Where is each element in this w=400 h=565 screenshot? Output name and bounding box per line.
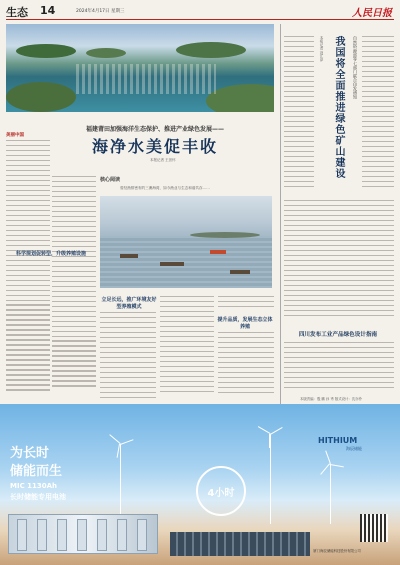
feature-body-col-2: [52, 176, 96, 402]
side-article-body-top-right: [362, 36, 394, 196]
side-article-body-top: [284, 36, 314, 196]
side-article-body-2: [284, 342, 394, 392]
feature-kicker: 福建莆田加强海洋生态保护、推进产业绿色发展——: [85, 126, 224, 133]
masthead-logo: 人民日报: [352, 8, 392, 19]
ad-duration-badge: 4小时: [196, 466, 246, 516]
ad-headline-line-2: 储能而生: [10, 464, 63, 479]
subhead-1: 科学规划促转型，升级养殖设施: [15, 251, 86, 257]
feature-body-col-4: [160, 296, 214, 400]
side-article-subtitle: 四川发布工业产品绿色设计指南: [298, 332, 378, 338]
ad-headline-line-1: 为长时: [10, 446, 50, 461]
section-tag: 美丽中国: [6, 133, 24, 138]
lead-photo: [6, 24, 274, 112]
editor-credit: 本版责编：殷 鹏 孙 秀 版式设计：沈亦伶: [300, 397, 362, 401]
core-reading-label: 核心阅读: [100, 177, 121, 183]
page-number: 14: [40, 4, 56, 17]
qr-code-icon[interactable]: [360, 514, 388, 542]
side-article-byline: 本报记者 寇江泽: [320, 36, 324, 62]
subhead-2: 立足长远，推广环境友好型养殖模式: [101, 297, 157, 310]
ad-product-desc: 长时储能专用电池: [10, 493, 66, 501]
feature-body-col-3: [100, 312, 156, 400]
feature-byline: 本报记者 王崇怀: [150, 158, 176, 162]
side-article-kicker: 自然资源部等七部门联合印发通知: [353, 36, 358, 99]
feature-title: 海净水美促丰收: [91, 137, 218, 156]
issue-date: 2024年4月17日 星期三: [76, 9, 125, 14]
side-article-title: 我国将全面推进绿色矿山建设: [333, 36, 344, 179]
ad-brand-subname: 海辰储能: [346, 446, 362, 451]
subhead-3: 提升品质，发展生态立体养殖: [217, 317, 273, 330]
battery-cell-image: [8, 514, 158, 554]
ad-product-model: MIC 1130Ah: [10, 482, 58, 490]
ad-company-name: 厦门海辰储能科技股份有限公司: [313, 549, 361, 553]
section-name: 生态: [6, 6, 28, 19]
feature-body-col-1: [6, 140, 50, 402]
side-article-body: [284, 200, 394, 324]
feature-body-col-6: [218, 332, 274, 400]
ad-brand-logo: HITHIUM: [318, 436, 358, 445]
aquaculture-photo: [100, 196, 272, 288]
battery-advertisement: [0, 404, 400, 565]
core-reading-text: 曾经渔排密布的三澳海湾，如今渔业与生态和谐共存……: [120, 186, 210, 190]
page-header: [6, 4, 394, 20]
feature-body-col-5: [218, 296, 274, 314]
